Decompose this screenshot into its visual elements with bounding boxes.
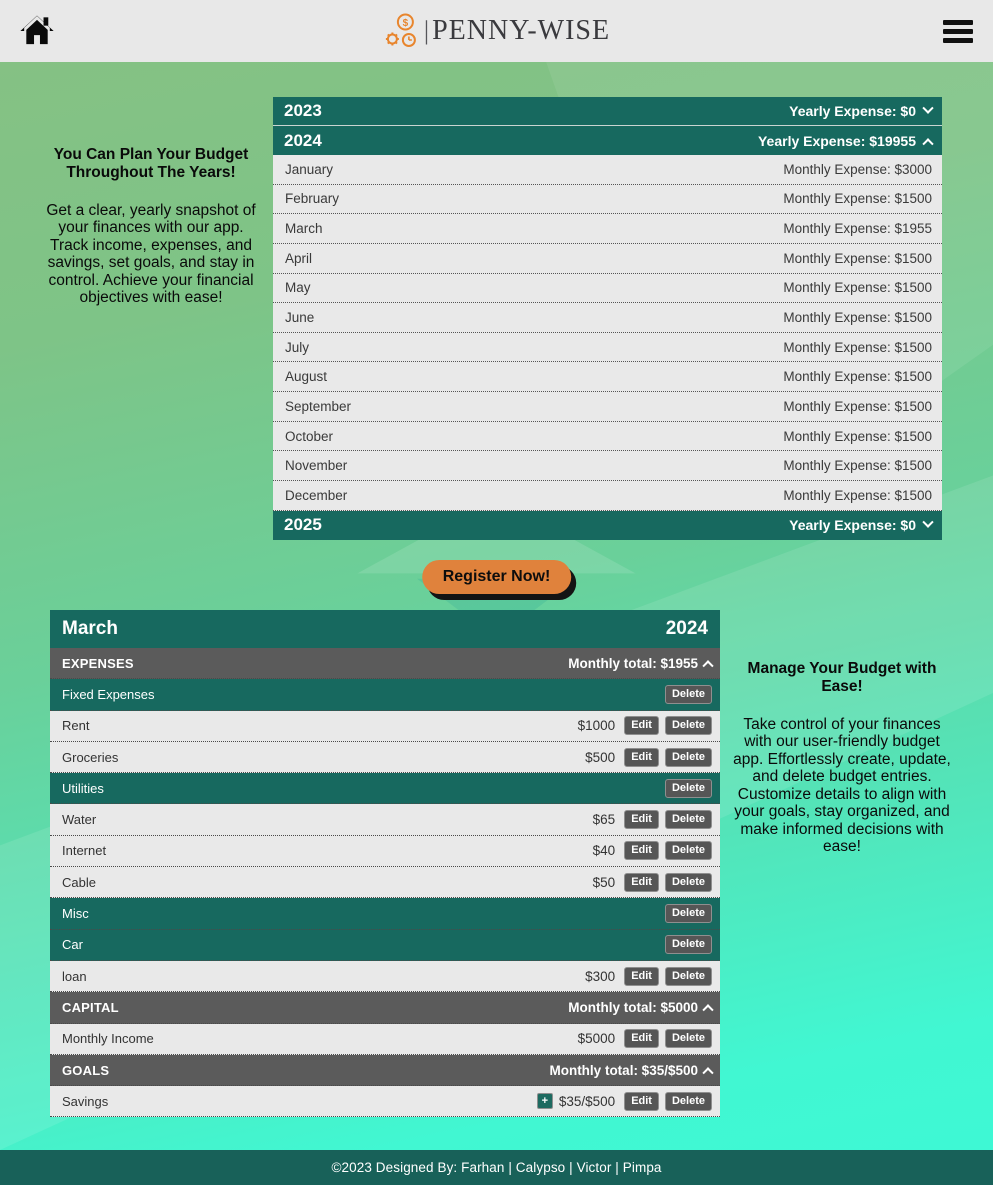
section-total: Monthly total: $35/$500: [549, 1062, 698, 1078]
year-row-2023[interactable]: [273, 97, 942, 126]
edit-button[interactable]: Edit: [624, 1092, 659, 1111]
item-value: $500: [585, 749, 616, 765]
delete-button[interactable]: Delete: [665, 1092, 712, 1111]
section-label: EXPENSES: [62, 655, 134, 671]
month-name: October: [285, 428, 334, 444]
year-label: 2024: [284, 130, 322, 150]
month-name: July: [285, 339, 310, 355]
month-row-january[interactable]: [273, 155, 942, 185]
month-expense: Monthly Expense: $1500: [783, 280, 932, 296]
month-expense: Monthly Expense: $1955: [783, 221, 932, 237]
delete-button[interactable]: Delete: [665, 685, 712, 704]
month-name: September: [285, 398, 352, 414]
intro-title: You Can Plan Your Budget Throughout The Years!: [53, 146, 249, 181]
month-row-july[interactable]: [273, 333, 942, 363]
detail-title-row: [50, 610, 720, 648]
month-name: February: [285, 191, 340, 207]
item-label: loan: [62, 968, 87, 984]
item-row-internet: [50, 836, 720, 867]
chevron-up-icon: [702, 1005, 713, 1016]
top-nav: [0, 0, 993, 62]
logo-coins-icon: [383, 12, 419, 50]
edit-button[interactable]: Edit: [624, 873, 659, 892]
subcategory-row-car: [50, 930, 720, 961]
month-row-march[interactable]: [273, 214, 942, 244]
chevron-down-icon: [922, 517, 933, 528]
section-header-goals[interactable]: [50, 1055, 720, 1086]
item-value: $65: [592, 812, 616, 828]
intro-block: [38, 146, 264, 307]
subcategory-row-utilities: [50, 773, 720, 804]
menu-icon-bar: [943, 20, 973, 25]
item-label: Groceries: [62, 749, 119, 765]
footer: [0, 1150, 993, 1185]
month-expense: Monthly Expense: $1500: [783, 428, 932, 444]
item-label: Water: [62, 812, 97, 828]
item-value: $40: [592, 843, 616, 859]
delete-button[interactable]: Delete: [665, 716, 712, 735]
footer-credits: ©2023 Designed By: Farhan | Calypso | Victor | Pimpa: [331, 1160, 662, 1175]
menu-button[interactable]: [939, 16, 977, 47]
section-total: Monthly total: $5000: [568, 999, 698, 1015]
manage-title: Manage Your Budget with Ease!: [747, 660, 937, 695]
item-value: $300: [585, 968, 616, 984]
month-expense: Monthly Expense: $3000: [783, 161, 932, 177]
month-expense: Monthly Expense: $1500: [783, 191, 932, 207]
logo-separator: |: [423, 16, 430, 45]
register-button[interactable]: Register Now!: [422, 560, 572, 594]
subcategory-label: Utilities: [62, 780, 104, 796]
year-label: 2025: [284, 515, 322, 535]
item-label: Internet: [62, 843, 107, 859]
month-name: December: [285, 487, 348, 503]
item-row-savings: [50, 1086, 720, 1117]
edit-button[interactable]: Edit: [624, 841, 659, 860]
section-header-capital[interactable]: [50, 992, 720, 1023]
item-value: $50: [592, 874, 616, 890]
month-row-august[interactable]: [273, 362, 942, 392]
chevron-up-icon: [922, 138, 933, 149]
month-name: January: [285, 161, 334, 177]
year-label: 2023: [284, 101, 322, 120]
delete-button[interactable]: Delete: [665, 935, 712, 954]
item-row-cable: [50, 867, 720, 898]
manage-body: Take control of your finances with our user-friendly budget app. Effortlessly create, update, and delete budget entries. Customize details to align with your goals, stay organized, and make informed decisions with ease!: [733, 715, 951, 856]
section-label: CAPITAL: [62, 999, 119, 1015]
month-expense: Monthly Expense: $1500: [783, 310, 932, 326]
month-name: August: [285, 369, 328, 385]
month-expense: Monthly Expense: $1500: [783, 250, 932, 266]
edit-button[interactable]: Edit: [624, 967, 659, 986]
chevron-up-icon: [702, 660, 713, 671]
month-expense: Monthly Expense: $1500: [783, 487, 932, 503]
item-label: Monthly Income: [62, 1031, 154, 1047]
item-label: Savings: [62, 1093, 109, 1109]
month-expense: Monthly Expense: $1500: [783, 369, 932, 385]
subcategory-label: Fixed Expenses: [62, 686, 155, 702]
year-summary: Yearly Expense: $19955: [757, 132, 916, 149]
detail-month: March: [62, 618, 118, 639]
month-name: May: [285, 280, 311, 296]
month-row-november[interactable]: [273, 451, 942, 481]
manage-block: [731, 660, 953, 856]
item-row-groceries: [50, 742, 720, 773]
svg-text:$: $: [402, 18, 408, 29]
month-row-october[interactable]: [273, 422, 942, 452]
subcategory-label: Car: [62, 937, 83, 953]
chevron-up-icon: [702, 1067, 713, 1078]
month-name: March: [285, 221, 323, 237]
item-value: $1000: [577, 718, 616, 734]
item-label: Cable: [62, 874, 96, 890]
month-expense: Monthly Expense: $1500: [783, 339, 932, 355]
logo: [383, 12, 610, 50]
edit-button[interactable]: Edit: [624, 748, 659, 767]
year-summary: Yearly Expense: $0: [789, 517, 916, 534]
edit-button[interactable]: Edit: [624, 716, 659, 735]
delete-button[interactable]: Delete: [665, 904, 712, 923]
brand-name: PENNY-WISE: [432, 15, 611, 46]
delete-button[interactable]: Delete: [665, 1029, 712, 1048]
menu-icon-bar: [943, 29, 973, 34]
years-accordion: [273, 97, 942, 540]
item-label: Rent: [62, 718, 90, 734]
month-row-may[interactable]: [273, 274, 942, 304]
month-name: April: [285, 250, 313, 266]
month-row-february[interactable]: [273, 185, 942, 215]
delete-button[interactable]: Delete: [665, 967, 712, 986]
subcategory-label: Misc: [62, 906, 89, 922]
delete-button[interactable]: Delete: [665, 779, 712, 798]
item-row-water: [50, 804, 720, 835]
add-to-goal-button[interactable]: +: [537, 1093, 553, 1109]
menu-icon-bar: [943, 38, 973, 43]
item-row-rent: [50, 711, 720, 742]
edit-button[interactable]: Edit: [624, 810, 659, 829]
month-row-december[interactable]: [273, 481, 942, 511]
year-summary: Yearly Expense: $0: [789, 103, 916, 119]
month-expense: Monthly Expense: $1500: [783, 458, 932, 474]
subcategory-row-fixed-expenses: [50, 679, 720, 710]
item-value: $5000: [577, 1031, 616, 1047]
month-row-april[interactable]: [273, 244, 942, 274]
delete-button[interactable]: Delete: [665, 841, 712, 860]
year-row-2025[interactable]: [273, 511, 942, 540]
delete-button[interactable]: Delete: [665, 810, 712, 829]
home-icon: [18, 12, 56, 50]
detail-year: 2024: [665, 618, 708, 639]
section-total: Monthly total: $1955: [568, 655, 698, 671]
subcategory-row-misc: [50, 898, 720, 929]
section-header-expenses[interactable]: [50, 648, 720, 679]
month-expense: Monthly Expense: $1500: [783, 398, 932, 414]
home-button[interactable]: [16, 10, 58, 52]
item-row-loan: [50, 961, 720, 992]
year-row-2024[interactable]: [273, 126, 942, 155]
delete-button[interactable]: Delete: [665, 873, 712, 892]
month-row-june[interactable]: [273, 303, 942, 333]
section-label: GOALS: [62, 1062, 110, 1078]
edit-button[interactable]: Edit: [624, 1029, 659, 1048]
intro-body: Get a clear, yearly snapshot of your finances with our app. Track income, expenses, and savings, set goals, and stay in control. Achieve your financial objectives with ease!: [46, 201, 256, 307]
delete-button[interactable]: Delete: [665, 748, 712, 767]
month-row-september[interactable]: [273, 392, 942, 422]
item-value: $35/$500: [558, 1093, 616, 1109]
item-row-monthly-income: [50, 1024, 720, 1055]
month-detail-panel: [50, 610, 720, 1117]
month-name: June: [285, 310, 315, 326]
month-name: November: [285, 458, 348, 474]
chevron-down-icon: [922, 103, 933, 114]
